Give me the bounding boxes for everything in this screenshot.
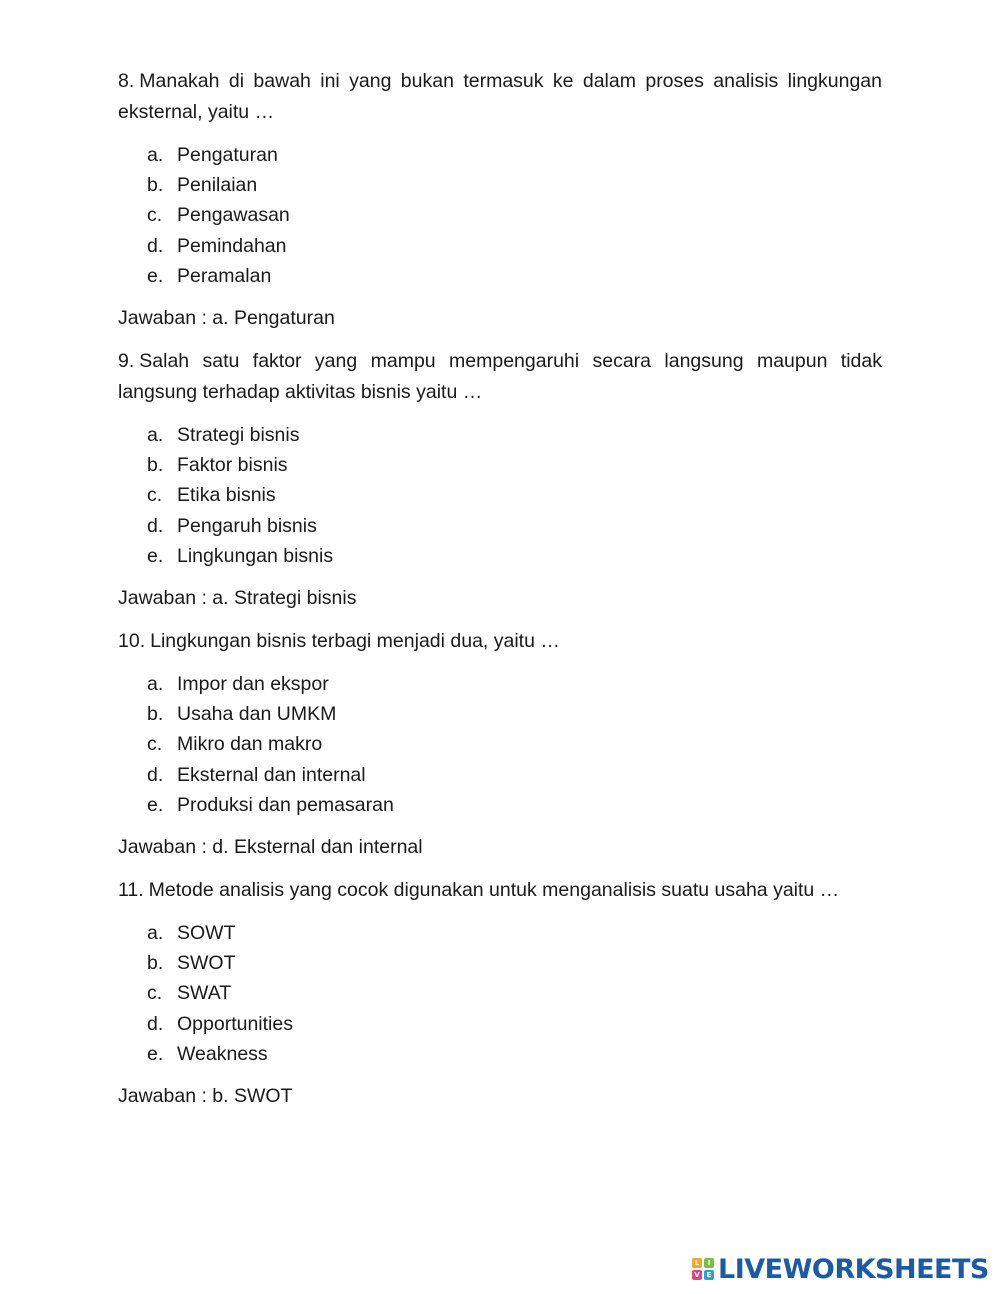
option-text: Faktor bisnis (177, 454, 288, 477)
option-letter: d. (147, 514, 164, 537)
option-10b (147, 699, 882, 729)
option-text: Penilaian (177, 174, 258, 197)
liveworksheets-logo-icon (692, 1258, 714, 1280)
option-letter: d. (147, 234, 164, 257)
option-8e (147, 261, 882, 291)
option-text: Lingkungan bisnis (177, 544, 334, 567)
option-letter: b. (147, 703, 164, 726)
option-text: Pengawasan (177, 204, 290, 227)
question-text: Lingkungan bisnis terbagi menjadi dua, yaitu … (150, 630, 560, 653)
option-text: Impor dan ekspor (177, 673, 329, 696)
answer-11: Jawaban : b. SWOT (118, 1085, 293, 1108)
option-text: Pengaturan (177, 144, 278, 166)
logo-tile-l: L (692, 1258, 702, 1268)
option-9e (147, 541, 882, 571)
option-11e (147, 1039, 882, 1069)
option-text: Produksi dan pemasaran (177, 793, 394, 816)
option-letter: c. (147, 484, 163, 507)
option-text: SOWT (177, 922, 236, 945)
answer-8: Jawaban : a. Pengaturan (118, 307, 335, 330)
option-letter: e. (147, 793, 164, 816)
question-number: 11. (118, 879, 144, 902)
option-text: Pemindahan (177, 234, 287, 257)
question-8 (118, 66, 882, 128)
option-8a (147, 140, 882, 170)
option-text: Mikro dan makro (177, 733, 323, 756)
option-letter: d. (147, 1012, 164, 1035)
option-9d (147, 511, 882, 541)
question-number: 9. (118, 350, 135, 373)
options-list-8 (118, 140, 882, 291)
answer-9: Jawaban : a. Strategi bisnis (118, 587, 357, 610)
question-number: 8. (118, 70, 135, 92)
option-letter: e. (147, 1042, 164, 1065)
logo-tile-e: E (704, 1270, 714, 1280)
option-text: SWOT (177, 952, 236, 975)
option-11b (147, 948, 882, 978)
option-10d (147, 760, 882, 790)
question-number: 10. (118, 630, 146, 653)
option-letter: b. (147, 174, 164, 197)
option-letter: e. (147, 544, 164, 567)
liveworksheets-brand-link[interactable] (692, 1252, 989, 1286)
option-8d (147, 231, 882, 261)
option-10a (147, 669, 882, 699)
option-text: Peramalan (177, 264, 272, 287)
option-9b (147, 450, 882, 480)
option-letter: e. (147, 264, 164, 287)
options-list-9 (118, 420, 882, 571)
option-10c (147, 729, 882, 759)
worksheet-page (118, 66, 882, 1112)
option-8b (147, 170, 882, 200)
option-letter: a. (147, 424, 164, 447)
option-9c (147, 480, 882, 510)
option-text: Strategi bisnis (177, 424, 300, 447)
option-9a (147, 420, 882, 450)
option-text: Usaha dan UMKM (177, 703, 337, 726)
option-text: Etika bisnis (177, 484, 276, 507)
option-letter: b. (147, 454, 164, 477)
option-letter: c. (147, 204, 163, 227)
option-8c (147, 200, 882, 230)
option-letter: b. (147, 952, 164, 975)
option-letter: d. (147, 763, 164, 786)
option-letter: a. (147, 673, 164, 696)
option-letter: a. (147, 922, 164, 945)
option-11c (147, 978, 882, 1008)
question-10 (118, 626, 882, 657)
option-text: SWAT (177, 982, 232, 1005)
option-text: Opportunities (177, 1012, 293, 1035)
options-list-11 (118, 918, 882, 1069)
option-10e (147, 790, 882, 820)
option-letter: a. (147, 144, 164, 166)
question-9 (118, 346, 882, 408)
option-letter: c. (147, 733, 163, 756)
option-letter: c. (147, 982, 163, 1005)
option-11a (147, 918, 882, 948)
brand-name: LIVEWORKSHEETS (718, 1253, 989, 1285)
logo-tile-v: V (692, 1270, 702, 1280)
option-text: Weakness (177, 1042, 268, 1065)
logo-tile-i: I (704, 1258, 714, 1268)
options-list-10 (118, 669, 882, 820)
question-text: Salah satu faktor yang mampu mempengaruhi secara langsung maupun tidak langsung terhadap aktivitas bisnis yaitu … (118, 350, 882, 404)
question-text: Metode analisis yang cocok digunakan untuk menganalisis suatu usaha yaitu … (148, 879, 840, 902)
option-text: Pengaruh bisnis (177, 514, 317, 537)
option-11d (147, 1009, 882, 1039)
answer-10: Jawaban : d. Eksternal dan internal (118, 836, 423, 859)
question-text: Manakah di bawah ini yang bukan termasuk ke dalam proses analisis lingkungan eksternal, yaitu … (118, 70, 882, 123)
option-text: Eksternal dan internal (177, 763, 366, 786)
question-11 (118, 875, 882, 906)
